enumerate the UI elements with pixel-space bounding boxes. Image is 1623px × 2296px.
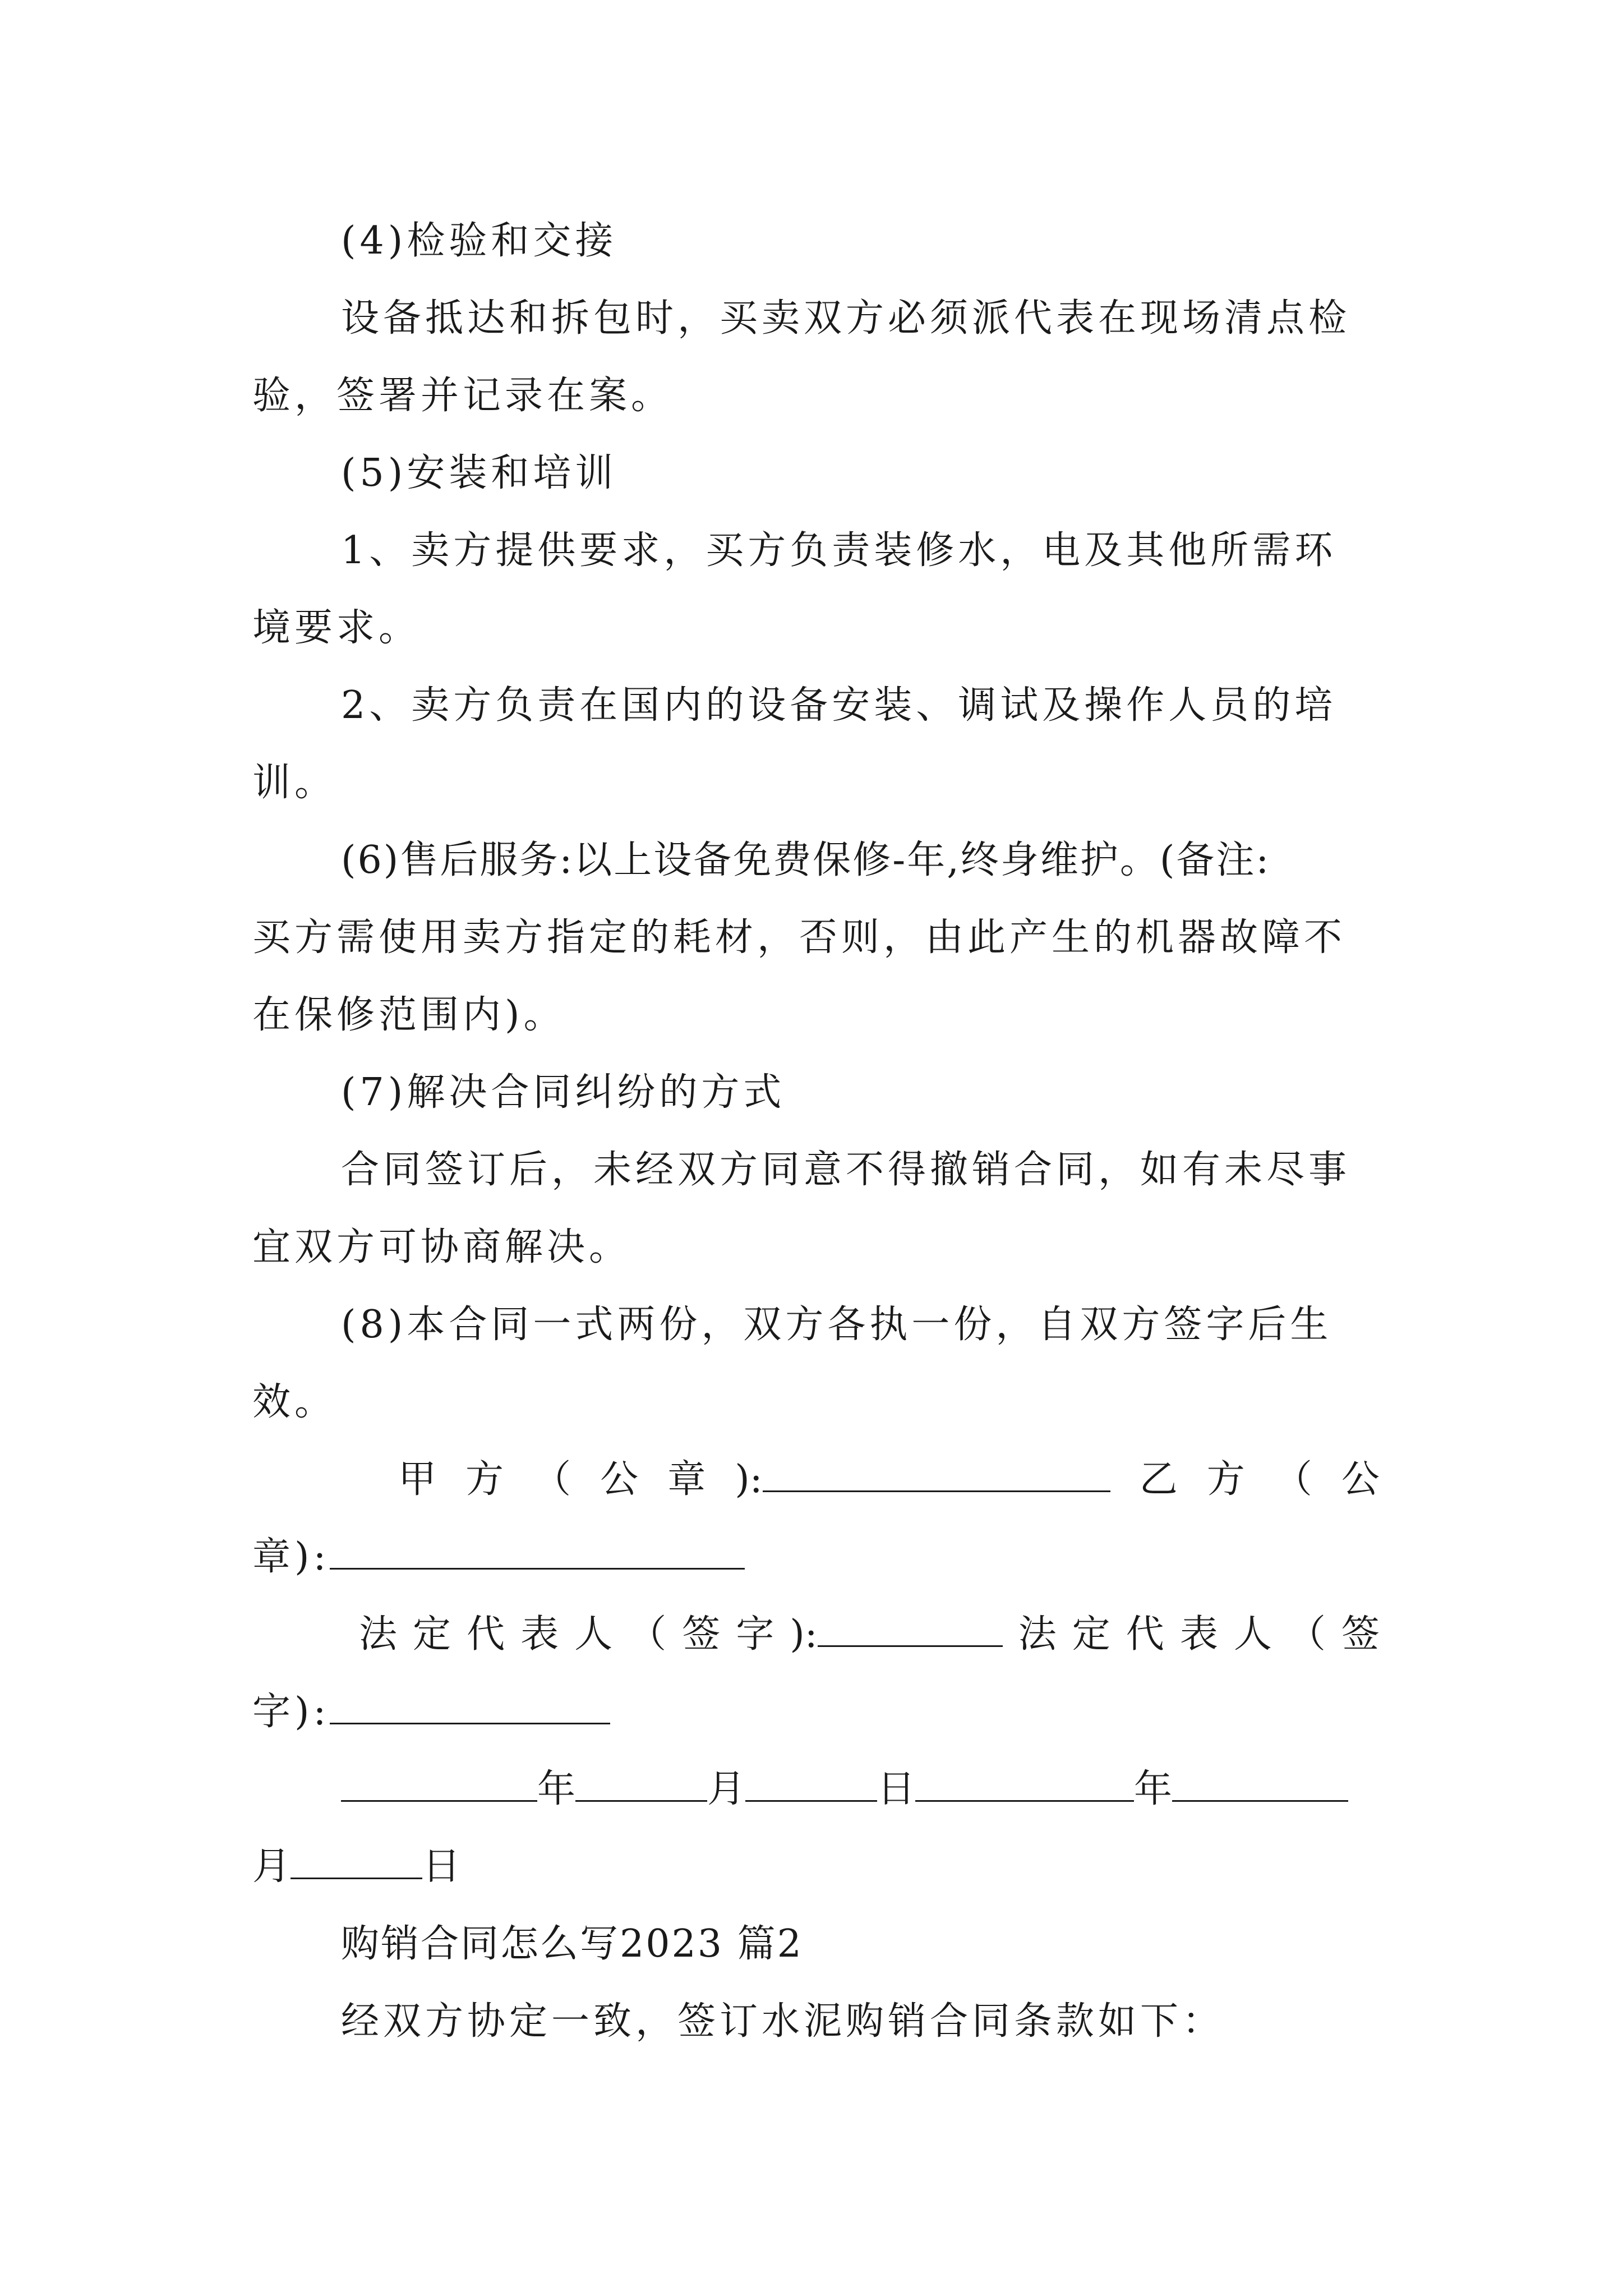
section-5-heading: (5)安装和培训 <box>341 451 617 495</box>
rep-a-sign-field <box>790 1607 1002 1663</box>
legal-rep-line <box>359 1607 1380 1663</box>
party-b-char: （ <box>1274 1457 1312 1502</box>
rep-a-colon: ): <box>790 1612 818 1657</box>
section-6-line-2: 买方需使用卖方指定的耗材，否则，由此产生的机器故障不 <box>252 915 1347 960</box>
party-b-char: 乙 <box>1139 1457 1178 1502</box>
section-4-paragraph-line-2: 验，签署并记录在案。 <box>252 374 674 418</box>
section-4-paragraph-line-1: 设备抵达和拆包时，买卖双方必须派代表在现场清点检 <box>341 296 1351 341</box>
date-line-2 <box>252 1839 1380 1895</box>
rep-a-sign-blank[interactable] <box>818 1611 1003 1647</box>
date-a-day-blank[interactable] <box>745 1765 877 1802</box>
date-a-month-label: 月 <box>707 1767 746 1811</box>
date-line <box>341 1761 1380 1818</box>
section-5-item-2-line-2: 训。 <box>252 761 337 805</box>
date-a-month-blank[interactable] <box>575 1765 707 1802</box>
party-b-seal-blank[interactable] <box>330 1533 745 1570</box>
section-7-paragraph-line-2: 宜双方可协商解决。 <box>252 1225 631 1269</box>
rep-a-char: 法 <box>359 1612 398 1657</box>
date-b-month-blank[interactable] <box>1172 1765 1348 1802</box>
party-seal-line <box>398 1452 1380 1508</box>
party-b-char: 公 <box>1341 1457 1380 1502</box>
date-a-day-label: 日 <box>877 1767 916 1811</box>
section-6-line-1: (6)售后服务:以上设备免费保修-年,终身维护。(备注: <box>341 838 1271 882</box>
rep-a-char: 字 <box>736 1612 774 1657</box>
rep-b-char: 人 <box>1233 1612 1272 1657</box>
party-a-char: 甲 <box>398 1457 437 1502</box>
date-a-year-blank[interactable] <box>341 1765 537 1802</box>
date-a-year-label: 年 <box>537 1767 576 1811</box>
party-b-seal-label: 章): <box>252 1535 330 1579</box>
date-b-year-blank[interactable] <box>915 1765 1134 1802</box>
rep-b-char: 签 <box>1341 1612 1380 1657</box>
rep-a-char: 代 <box>467 1612 505 1657</box>
section-8-line-2: 效。 <box>252 1380 337 1424</box>
section-5-item-1-line-1: 1、卖方提供要求，买方负责装修水，电及其他所需环 <box>341 528 1337 573</box>
date-b-year-label: 年 <box>1134 1767 1173 1811</box>
rep-b-char: 法 <box>1018 1612 1057 1657</box>
rep-b-char: （ <box>1287 1612 1326 1657</box>
section-5-item-2-line-1: 2、卖方负责在国内的设备安装、调试及操作人员的培 <box>341 683 1337 728</box>
date-b-month-label: 月 <box>252 1844 291 1889</box>
rep-b-sign-line <box>252 1684 1380 1740</box>
rep-a-char: （ <box>628 1612 667 1657</box>
rep-b-char: 表 <box>1179 1612 1218 1657</box>
rep-b-sign-blank[interactable] <box>330 1688 610 1724</box>
date-b-day-label: 日 <box>422 1844 461 1889</box>
rep-a-char: 签 <box>682 1612 721 1657</box>
next-section-heading: 购销合同怎么写2023 篇2 <box>341 1922 803 1966</box>
section-7-heading: (7)解决合同纠纷的方式 <box>341 1070 786 1115</box>
rep-b-char: 定 <box>1072 1612 1110 1657</box>
date-b-day-blank[interactable] <box>291 1843 422 1879</box>
section-7-paragraph-line-1: 合同签订后，未经双方同意不得撤销合同，如有未尽事 <box>341 1148 1351 1192</box>
rep-a-char: 人 <box>574 1612 613 1657</box>
party-a-char: 公 <box>600 1457 639 1502</box>
section-5-item-1-line-2: 境要求。 <box>252 606 421 650</box>
party-a-char: （ <box>533 1457 571 1502</box>
section-4-heading: (4)检验和交接 <box>341 219 617 263</box>
party-a-seal-blank[interactable] <box>763 1456 1110 1492</box>
party-b-seal-line <box>252 1529 1380 1585</box>
next-section-intro: 经双方协定一致，签订水泥购销合同条款如下： <box>341 1999 1225 2044</box>
party-b-char: 方 <box>1206 1457 1245 1502</box>
rep-b-sign-label: 字): <box>252 1690 330 1734</box>
rep-a-char: 表 <box>520 1612 559 1657</box>
rep-a-char: 定 <box>413 1612 451 1657</box>
party-a-char: 章 <box>667 1457 706 1502</box>
party-a-char: 方 <box>465 1457 504 1502</box>
section-6-line-3: 在保修范围内)。 <box>252 993 566 1037</box>
party-a-colon: ): <box>735 1457 763 1502</box>
party-a-seal-field <box>735 1452 1110 1508</box>
section-8-line-1: (8)本合同一式两份，双方各执一份，自双方签字后生 <box>341 1303 1332 1347</box>
rep-b-char: 代 <box>1126 1612 1164 1657</box>
